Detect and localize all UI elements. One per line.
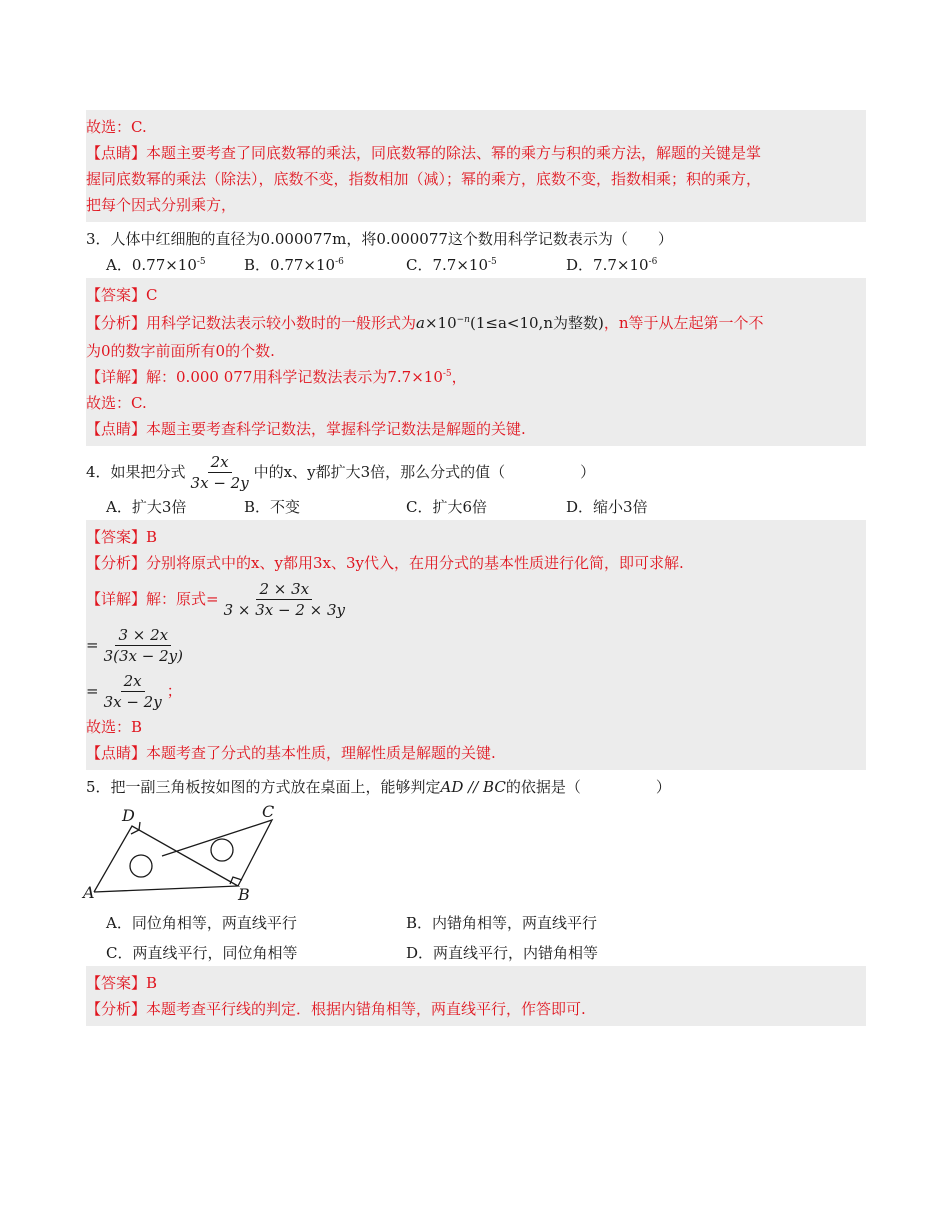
step1-fraction: $\frac{2 \times 3x}{3 \times 3x - 2 \times 3y}$ <box>223 579 346 619</box>
choose-line: 故选：C. <box>86 118 147 136</box>
analysis-line: 【分析】本题考查平行线的判定．根据内错角相等，两直线平行，作答即可. <box>86 1000 586 1018</box>
answer-line: 【答案】B <box>86 974 158 992</box>
step3-line: = $\frac{2x}{3x - 2y}$ ； <box>86 671 182 711</box>
step3-fraction: $\frac{2x}{3x - 2y}$ <box>103 671 162 711</box>
note-line: 【点睛】本题考查了分式的基本性质，理解性质是解题的关键. <box>86 744 496 762</box>
answer-line: 【答案】B <box>86 528 158 546</box>
q3-option-b[interactable]: B．$0.77\times 10^{-6}$ <box>244 256 344 274</box>
q4-option-d[interactable]: D．缩小3倍 <box>566 498 648 516</box>
note-line-3: 把每个因式分别乘方， <box>86 196 237 214</box>
note-line-2: 握同底数幂的乘法（除法），底数不变，指数相加（减）；幂的乘方，底数不变，指数相乘；积的乘方， <box>86 170 762 188</box>
right-circle <box>211 839 233 861</box>
analysis-line: 【分析】用科学记数法表示较小数时的一般形式为$a\times 10^{-n}(1\le a<10,n$为整数)，n等于从左起第一个不 <box>86 314 764 332</box>
label-c: C <box>262 802 275 821</box>
analysis-line-2: 为0的数字前面所有0的个数. <box>86 342 275 360</box>
note-line: 【点睛】本题主要考查科学记数法，掌握科学记数法是解题的关键. <box>86 420 526 438</box>
left-circle <box>130 855 152 877</box>
q4-option-b[interactable]: B．不变 <box>244 498 301 516</box>
detail-line: 【详解】 解：原式= $\frac{2 \times 3x}{3 \times 3x - 2 \times 3y}$ <box>86 576 866 622</box>
q4-option-a[interactable]: A．扩大3倍 <box>106 498 187 516</box>
q5-option-b[interactable]: B．内错角相等，两直线平行 <box>406 914 598 932</box>
formula-condition: (1≤a<10,n为整数) <box>469 314 604 332</box>
label-d: D <box>122 806 135 825</box>
question-5-options-row1 <box>86 910 866 936</box>
solution-block-q2 <box>86 110 866 222</box>
q4-option-c[interactable]: C．扩大6倍 <box>406 498 488 516</box>
step2-fraction: $\frac{3 \times 2x}{3(3x - 2y)}$ <box>103 625 183 665</box>
choose-line: 故选：B <box>86 718 143 736</box>
label-a: A <box>83 883 95 902</box>
question-5-options-row2 <box>86 940 866 966</box>
stem-math: AD // BC <box>440 778 506 796</box>
question-5-stem: 5．把一副三角板按如图的方式放在桌面上，能够判定AD // BC的依据是（ ） <box>86 778 671 796</box>
note-line <box>86 140 866 166</box>
solution-block-q5 <box>86 966 866 1026</box>
q3-option-a[interactable]: A．$0.77\times 10^{-5}$ <box>106 256 206 274</box>
q5-option-d[interactable]: D．两直线平行，内错角相等 <box>406 944 599 962</box>
note-tag: 【点睛】 <box>86 144 147 162</box>
question-4-options <box>86 494 866 520</box>
detail-line: 【详解】解：0.000 077用科学记数法表示为$7.7\times 10^{-5}$， <box>86 368 467 386</box>
q3-option-d[interactable]: D．$7.7\times 10^{-6}$ <box>566 256 658 274</box>
question-3-options <box>86 252 866 278</box>
q5-option-a[interactable]: A．同位角相等，两直线平行 <box>106 914 297 932</box>
analysis-line: 【分析】分别将原式中的x、y都用3x、3y代入，在用分式的基本性质进行化简，即可求解. <box>86 554 684 572</box>
question-3-stem: 3．人体中红细胞的直径为0.000077m，将0.000077这个数用科学记数表示为（ ） <box>86 230 673 248</box>
note-text: 本题主要考查了同底数幂的乘法，同底数幂的除法、幂的乘方与积的乘方法，解题的关键是掌 <box>146 144 762 162</box>
page <box>83 110 866 1026</box>
question-4-stem: 4．如果把分式 $\frac{2x}{3x - 2y}$ 中的x、y都扩大3倍，那么分式的值（ ） <box>86 452 596 492</box>
stem-fraction: $\frac{2x}{3x - 2y}$ <box>190 452 249 492</box>
label-b: B <box>238 885 250 904</box>
answer-line: 【答案】C <box>86 286 158 304</box>
triangle-figure <box>83 802 306 904</box>
q5-option-c[interactable]: C．两直线平行，同位角相等 <box>106 944 298 962</box>
solution-block-q3 <box>86 278 866 446</box>
formula-a: a <box>416 314 425 332</box>
solution-block-q4 <box>86 520 866 770</box>
q3-option-c[interactable]: C．$7.7\times 10^{-5}$ <box>406 256 497 274</box>
step2-line: = $\frac{3 \times 2x}{3(3x - 2y)}$ <box>86 622 866 668</box>
choose-line: 故选：C. <box>86 394 147 412</box>
